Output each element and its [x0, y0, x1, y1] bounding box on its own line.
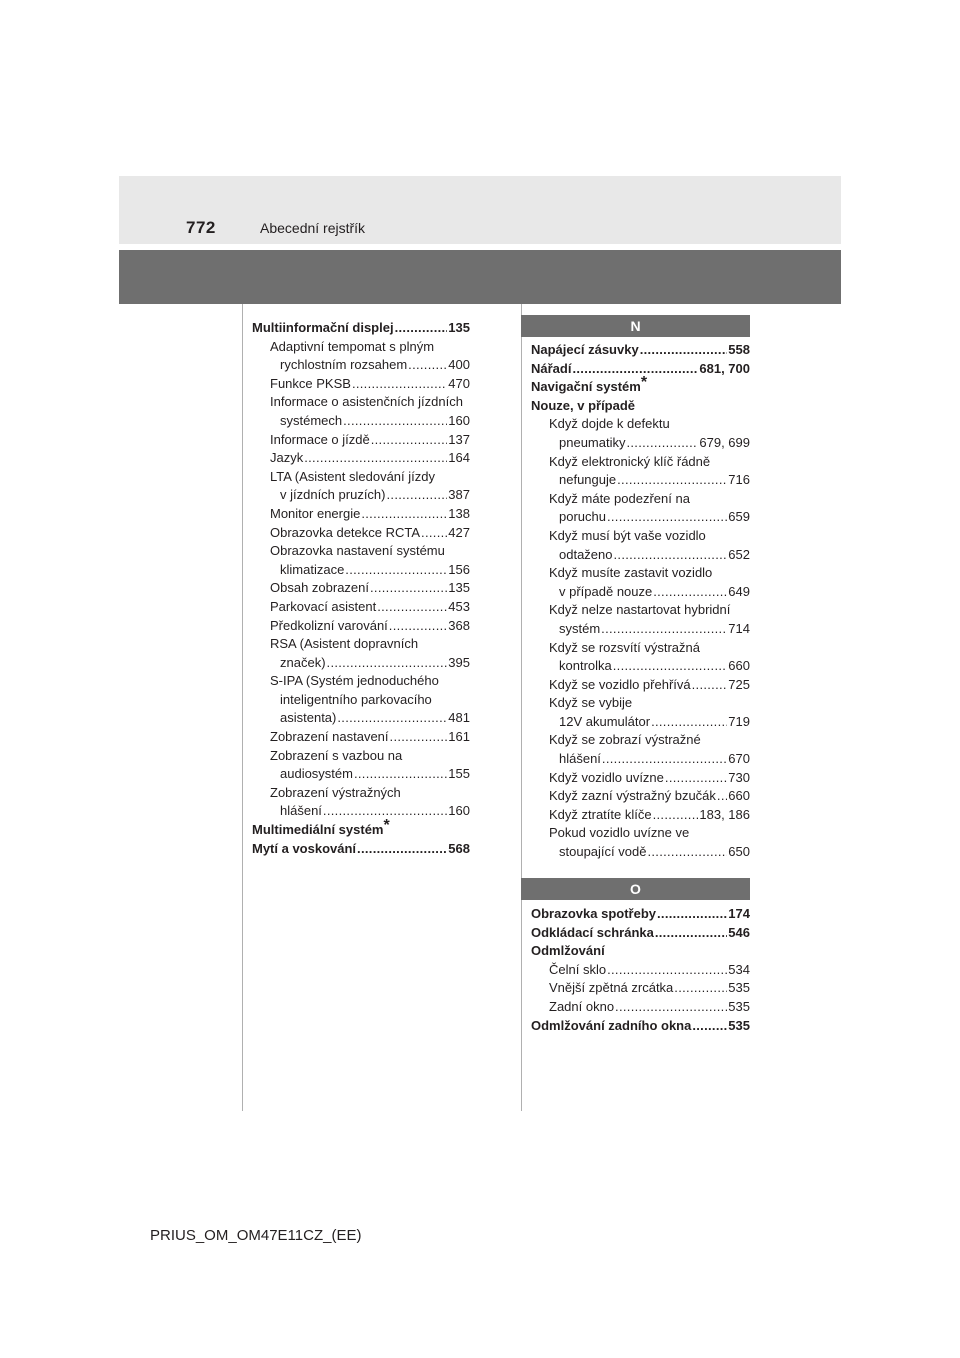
page-reference: 679, 699	[699, 434, 750, 450]
index-entry	[252, 561, 470, 580]
index-heading	[531, 527, 750, 546]
page-reference: 138	[448, 505, 470, 521]
entry-text: LTA (Asistent sledování jízdy	[270, 468, 435, 484]
index-entry	[252, 728, 470, 747]
page-reference: 660	[728, 788, 750, 804]
index-heading	[531, 731, 750, 750]
header-dark-band	[119, 250, 841, 304]
entry-text: Obrazovka detekce RCTA	[270, 524, 421, 540]
dot-leader	[408, 356, 447, 375]
index-entry	[252, 802, 470, 821]
entry-text: Čelní sklo	[549, 961, 607, 977]
entry-text: v případě nouze	[559, 583, 653, 599]
header-band	[119, 176, 841, 244]
section-header-n: N	[521, 315, 750, 337]
page-reference: 156	[448, 561, 470, 577]
page-reference: 183, 186	[699, 806, 750, 822]
page-reference: 714	[728, 620, 750, 636]
entry-text: klimatizace	[280, 561, 345, 577]
index-heading	[252, 747, 470, 766]
entry-text: RSA (Asistent dopravních	[270, 636, 419, 652]
dot-leader	[421, 524, 447, 543]
page-reference: 650	[728, 844, 750, 860]
page-reference: 427	[448, 524, 470, 540]
entry-text: Když máte podezření na	[549, 490, 690, 506]
entry-text: hlášení	[280, 803, 322, 819]
entry-text: Informace o jízdě	[270, 431, 370, 447]
dot-leader	[674, 979, 727, 998]
index-entry	[531, 676, 750, 695]
index-entry	[252, 505, 470, 524]
entry-text: Pokud vozidlo uvízne ve	[549, 825, 690, 841]
index-heading	[252, 817, 470, 840]
entry-text: Navigační systém	[531, 379, 641, 395]
index-heading	[531, 397, 750, 416]
dot-leader	[717, 787, 727, 806]
index-entry	[531, 806, 750, 825]
entry-text: Když vozidlo uvízne	[549, 769, 664, 785]
dot-leader	[692, 676, 728, 695]
page-reference: 535	[728, 998, 750, 1014]
page-reference: 395	[448, 654, 470, 670]
dot-leader	[343, 412, 447, 431]
index-entry	[252, 449, 470, 468]
dot-leader	[377, 598, 447, 617]
page-reference: 730	[728, 769, 750, 785]
index-entry	[531, 546, 750, 565]
entry-text: Obrazovka spotřeby	[531, 906, 656, 921]
entry-text: Vnější zpětná zrcátka	[549, 980, 674, 996]
entry-text: Když nelze nastartovat hybridní	[549, 602, 731, 618]
entry-text: Když elektronický klíč řádně	[549, 453, 711, 469]
asterisk-mark: *	[383, 817, 390, 835]
index-heading	[252, 672, 470, 691]
page-reference: 164	[448, 450, 470, 466]
index-heading	[531, 374, 750, 397]
entry-text: Jazyk	[270, 450, 304, 466]
entry-text: systém	[559, 620, 601, 636]
index-entry	[252, 524, 470, 543]
entry-text: stoupající vodě	[559, 844, 647, 860]
dot-leader	[614, 546, 728, 565]
entry-text: Když se zobrazí výstražné	[549, 732, 701, 748]
entry-text: Obsah zobrazení	[270, 580, 370, 596]
page-reference: 716	[728, 472, 750, 488]
entry-text: Funkce PKSB	[270, 375, 351, 391]
page-reference: 558	[728, 342, 750, 357]
entry-text: Když se rozsvítí výstražná	[549, 639, 700, 655]
index-heading	[531, 564, 750, 583]
dot-leader	[613, 657, 728, 676]
index-entry	[252, 319, 470, 338]
page-reference: 135	[448, 320, 470, 335]
dot-leader	[615, 998, 727, 1017]
index-entry	[531, 508, 750, 527]
page-reference: 368	[448, 617, 470, 633]
entry-text: Když musí být vaše vozidlo	[549, 527, 706, 543]
dot-leader	[657, 905, 727, 924]
page-reference: 719	[728, 713, 750, 729]
entry-text: Předkolizní varování	[270, 617, 388, 633]
page-reference: 535	[728, 980, 750, 996]
index-heading	[252, 393, 470, 412]
index-entry	[252, 765, 470, 784]
page-reference: 535	[728, 1017, 750, 1033]
entry-text: Když se vozidlo přehřívá	[549, 676, 691, 692]
index-heading	[531, 694, 750, 713]
entry-text: Když zazní výstražný bzučák	[549, 788, 716, 804]
column-divider-left	[242, 304, 243, 1111]
page-number: 772	[186, 218, 216, 237]
page-reference: 568	[448, 840, 470, 856]
entry-text: Multiinformační displej	[252, 320, 394, 335]
index-entry	[252, 598, 470, 617]
entry-text: Napájecí zásuvky	[531, 342, 639, 357]
entry-text: Obrazovka nastavení systému	[270, 543, 445, 559]
dot-leader	[651, 713, 727, 732]
index-entry	[531, 1017, 750, 1036]
entry-text: kontrolka	[559, 658, 612, 674]
entry-text: poruchu	[559, 509, 606, 525]
entry-text: Když dojde k defektu	[549, 416, 670, 432]
dot-leader	[389, 617, 448, 636]
page-title: Abecední rejstřík	[260, 220, 366, 236]
page-reference: 546	[728, 924, 750, 940]
index-heading	[252, 468, 470, 487]
index-heading	[531, 601, 750, 620]
index-entry	[531, 979, 750, 998]
dot-leader	[354, 765, 447, 784]
index-section-n	[531, 341, 750, 862]
dot-leader	[617, 471, 727, 490]
entry-text: audiosystém	[280, 766, 353, 782]
index-entry	[252, 412, 470, 431]
page-reference: 670	[728, 751, 750, 767]
dot-leader	[352, 375, 447, 394]
entry-text: Nouze, v případě	[531, 397, 636, 413]
index-heading	[252, 542, 470, 561]
index-entry	[531, 843, 750, 862]
entry-text: Informace o asistenčních jízdních	[270, 394, 463, 410]
dot-leader	[647, 843, 727, 862]
index-entry	[531, 905, 750, 924]
index-entry	[252, 431, 470, 450]
page-reference: 161	[448, 729, 470, 745]
index-entry	[252, 654, 470, 673]
entry-text: Odmlžování	[531, 943, 605, 959]
column-divider-middle	[521, 304, 522, 1111]
index-entry	[531, 924, 750, 943]
index-entry	[531, 657, 750, 676]
page-reference: 681, 700	[699, 360, 750, 376]
index-heading	[252, 338, 470, 357]
index-entry	[531, 787, 750, 806]
entry-text: značek)	[280, 654, 326, 670]
dot-leader	[601, 620, 727, 639]
index-heading	[531, 942, 750, 961]
index-entry	[531, 998, 750, 1017]
dot-leader	[607, 508, 727, 527]
entry-text: Multimediální systém	[252, 822, 384, 838]
dot-leader	[357, 840, 447, 859]
entry-text: Monitor energie	[270, 505, 361, 521]
index-entry	[531, 341, 750, 360]
entry-text: Adaptivní tempomat s plným	[270, 338, 435, 354]
index-entry	[252, 356, 470, 375]
index-column-left	[252, 319, 470, 858]
dot-leader	[370, 579, 447, 598]
entry-text: hlášení	[559, 751, 601, 767]
dot-leader	[337, 709, 447, 728]
entry-text: nefunguje	[559, 472, 617, 488]
index-entry	[531, 620, 750, 639]
index-entry	[531, 471, 750, 490]
dot-leader	[345, 561, 447, 580]
index-heading	[252, 635, 470, 654]
dot-leader	[390, 728, 448, 747]
entry-text: rychlostním rozsahem	[280, 357, 408, 373]
dot-leader	[361, 505, 447, 524]
entry-text: Když se vybije	[549, 695, 633, 711]
index-entry	[252, 486, 470, 505]
page-reference: 137	[448, 431, 470, 447]
dot-leader	[655, 924, 727, 943]
asterisk-mark: *	[640, 374, 648, 392]
index-entry	[252, 840, 470, 859]
entry-text: asistenta)	[280, 710, 337, 726]
entry-text: Zadní okno	[549, 998, 615, 1014]
dot-leader	[387, 486, 448, 505]
footer-code: PRIUS_OM_OM47E11CZ_(EE)	[150, 1227, 362, 1244]
page-reference: 400	[448, 357, 470, 373]
index-entry	[252, 617, 470, 636]
dot-leader	[692, 1017, 727, 1036]
page-reference: 649	[728, 583, 750, 599]
page-reference: 659	[728, 509, 750, 525]
page-reference: 652	[728, 546, 750, 562]
index-heading	[531, 453, 750, 472]
index-entry	[531, 434, 750, 453]
index-entry	[531, 769, 750, 788]
entry-text: Když ztratíte klíče	[549, 806, 652, 822]
index-heading	[531, 639, 750, 658]
index-heading	[531, 490, 750, 509]
index-entry	[531, 961, 750, 980]
page-reference: 174	[728, 906, 750, 921]
page-reference: 160	[448, 412, 470, 428]
index-section-o	[531, 905, 750, 1035]
entry-text: Mytí a voskování	[252, 840, 357, 856]
entry-text: Parkovací asistent	[270, 598, 377, 614]
index-entry	[252, 579, 470, 598]
dot-leader	[304, 449, 447, 468]
entry-text: S-IPA (Systém jednoduchého	[270, 673, 439, 689]
dot-leader	[602, 750, 727, 769]
page-reference: 453	[448, 598, 470, 614]
dot-leader	[607, 961, 727, 980]
page-reference: 660	[728, 658, 750, 674]
dot-leader	[653, 583, 727, 602]
entry-text: Odkládací schránka	[531, 924, 654, 940]
entry-text: Odmlžování zadního okna	[531, 1017, 692, 1033]
index-entry	[252, 375, 470, 394]
dot-leader	[665, 769, 727, 788]
dot-leader	[572, 360, 698, 379]
entry-text: Když musíte zastavit vozidlo	[549, 565, 713, 581]
page-reference: 155	[448, 766, 470, 782]
index-entry	[252, 709, 470, 728]
entry-text: systémech	[280, 412, 343, 428]
index-entry	[531, 750, 750, 769]
entry-text: v jízdních pruzích)	[280, 487, 386, 503]
dot-leader	[653, 806, 699, 825]
dot-leader	[327, 654, 448, 673]
dot-leader	[395, 319, 448, 338]
section-header-o: O	[521, 878, 750, 900]
entry-text: Nářadí	[531, 360, 572, 376]
page-reference: 387	[448, 487, 470, 503]
index-heading	[252, 691, 470, 710]
entry-text: odtaženo	[559, 546, 613, 562]
index-entry	[531, 713, 750, 732]
entry-text: Zobrazení výstražných	[270, 784, 401, 800]
page-reference: 481	[448, 710, 470, 726]
index-entry	[531, 583, 750, 602]
dot-leader	[640, 341, 728, 360]
entry-text: inteligentního parkovacího	[280, 691, 432, 707]
dot-leader	[371, 431, 448, 450]
page-reference: 534	[728, 961, 750, 977]
page-reference: 135	[448, 580, 470, 596]
page-reference: 160	[448, 803, 470, 819]
page-reference: 725	[728, 676, 750, 692]
entry-text: Zobrazení s vazbou na	[270, 747, 403, 763]
page-reference: 470	[448, 375, 470, 391]
index-heading	[531, 415, 750, 434]
entry-text: pneumatiky	[559, 434, 626, 450]
entry-text: Zobrazení nastavení	[270, 729, 389, 745]
index-heading	[531, 824, 750, 843]
dot-leader	[626, 434, 698, 453]
index-heading	[252, 784, 470, 803]
entry-text: 12V akumulátor	[559, 713, 651, 729]
